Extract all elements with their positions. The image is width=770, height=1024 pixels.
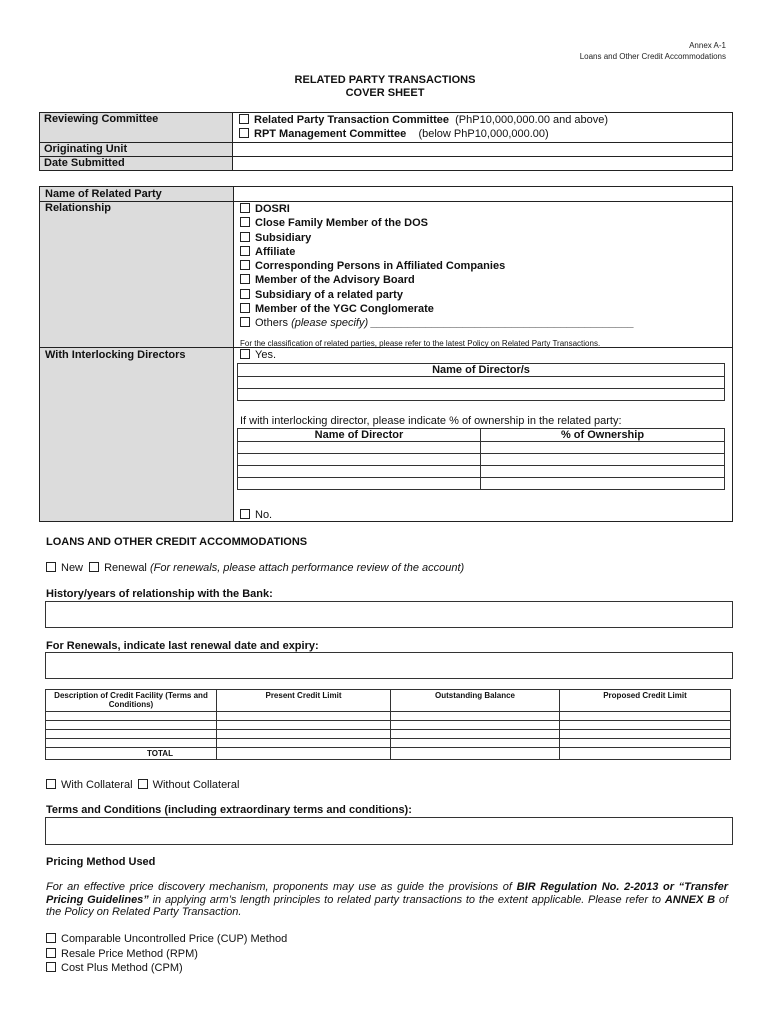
relationship-option[interactable]: Close Family Member of the DOS <box>240 216 634 230</box>
pricing-methods <box>46 932 287 976</box>
new-renewal-options <box>46 562 464 574</box>
relationship-option[interactable]: Subsidiary <box>240 231 634 245</box>
terms-label: Terms and Conditions (including extraordinary terms and conditions): <box>46 804 412 816</box>
checkbox[interactable] <box>239 114 249 124</box>
relationship-option[interactable]: Member of the Advisory Board <box>240 273 634 287</box>
annex-header <box>580 40 726 62</box>
without-collateral-option[interactable]: Without Collateral <box>136 779 240 791</box>
history-label: History/years of relationship with the Bank: <box>46 588 273 600</box>
renewal-dates-label: For Renewals, indicate last renewal date and expiry: <box>46 640 319 652</box>
method-cpm-option[interactable]: Cost Plus Method (CPM) <box>46 961 287 976</box>
collateral-options <box>46 779 239 791</box>
annex-subtitle: Loans and Other Credit Accommodations <box>579 52 726 61</box>
option-rpt-committee[interactable]: Related Party Transaction Committee (PhP10,000,000.00 and above) <box>239 113 728 127</box>
renewal-dates-field[interactable] <box>45 652 733 679</box>
ownership-prompt: If with interlocking director, please indicate % of ownership in the related party: <box>240 415 622 427</box>
directors-header: Name of Director/s <box>238 364 725 377</box>
col-description: Description of Credit Facility (Terms and Conditions) <box>46 690 217 712</box>
renewal-note: (For renewals, please attach performance review of the account) <box>149 562 465 574</box>
method-cup-option[interactable]: Comparable Uncontrolled Price (CUP) Method <box>46 932 287 947</box>
page-title: RELATED PARTY TRANSACTIONS <box>294 74 476 86</box>
history-field[interactable] <box>45 601 733 628</box>
relationship-option[interactable]: Affiliate <box>240 245 634 259</box>
directors-row[interactable] <box>238 377 725 389</box>
directors-table <box>237 363 725 401</box>
name-of-related-party-label: Name of Related Party <box>45 188 162 200</box>
credit-facility-table <box>45 689 731 760</box>
page-subtitle: COVER SHEET <box>345 87 425 99</box>
ownership-table <box>237 428 725 490</box>
method-rpm-option[interactable]: Resale Price Method (RPM) <box>46 947 287 962</box>
date-submitted-label: Date Submitted <box>40 157 233 171</box>
relationship-option[interactable]: Member of the YGC Conglomerate <box>240 302 634 316</box>
terms-field[interactable] <box>45 817 733 845</box>
table-row[interactable] <box>238 442 481 454</box>
option-rpt-management[interactable]: RPT Management Committee (below PhP10,000,000.00) <box>239 127 728 141</box>
interlocking-no-option[interactable]: No. <box>240 509 272 521</box>
classification-note: For the classification of related parties, please refer to the latest Policy on Related Party Transactions. <box>240 339 601 348</box>
annex-label: Annex A-1 <box>689 41 726 50</box>
total-label: TOTAL <box>46 748 217 760</box>
col-proposed-limit: Proposed Credit Limit <box>560 690 731 712</box>
renewal-option[interactable]: Renewal <box>86 562 147 574</box>
reviewing-committee-label: Reviewing Committee <box>40 113 233 143</box>
pricing-label: Pricing Method Used <box>46 856 156 868</box>
relationship-option[interactable]: Subsidiary of a related party <box>240 288 634 302</box>
table-row[interactable] <box>46 712 217 721</box>
committee-table <box>39 112 733 171</box>
originating-unit-field[interactable] <box>233 143 733 157</box>
loans-heading: LOANS AND OTHER CREDIT ACCOMMODATIONS <box>46 536 308 548</box>
col-ownership: % of Ownership <box>481 429 725 442</box>
table-row[interactable] <box>238 454 481 466</box>
related-party-name-field[interactable] <box>240 188 720 200</box>
related-party-table <box>39 186 733 522</box>
table-row[interactable] <box>46 721 217 730</box>
col-present-limit: Present Credit Limit <box>217 690 391 712</box>
relationship-label: Relationship <box>45 202 112 214</box>
with-collateral-option[interactable]: With Collateral <box>46 779 133 791</box>
new-option[interactable]: New <box>46 562 83 574</box>
interlocking-yes-option[interactable]: Yes. <box>240 349 276 361</box>
table-row[interactable] <box>46 730 217 739</box>
table-row[interactable] <box>238 478 481 490</box>
checkbox[interactable] <box>239 128 249 138</box>
table-row[interactable] <box>238 466 481 478</box>
relationship-option[interactable]: Corresponding Persons in Affiliated Companies <box>240 259 634 273</box>
relationship-option[interactable]: DOSRI <box>240 202 634 216</box>
originating-unit-label: Originating Unit <box>40 143 233 157</box>
col-director: Name of Director <box>238 429 481 442</box>
date-submitted-field[interactable] <box>233 157 733 171</box>
relationship-options <box>240 202 634 331</box>
col-outstanding-balance: Outstanding Balance <box>391 690 560 712</box>
pricing-paragraph: For an effective price discovery mechanism, proponents may use as guide the provisions of BIR Regulation No. 2-2013 or “Transfer Pricing Guidelines” in applying arm’s length principles to related party transactions to the extent applicable. Please refer to ANNEX B of the Policy on Related Party Transaction. <box>46 881 729 918</box>
relationship-option-others[interactable]: Others (please specify) ___________________________________________ <box>240 316 634 330</box>
interlocking-directors-label: With Interlocking Directors <box>45 349 186 361</box>
table-row[interactable] <box>46 739 217 748</box>
directors-row[interactable] <box>238 389 725 401</box>
